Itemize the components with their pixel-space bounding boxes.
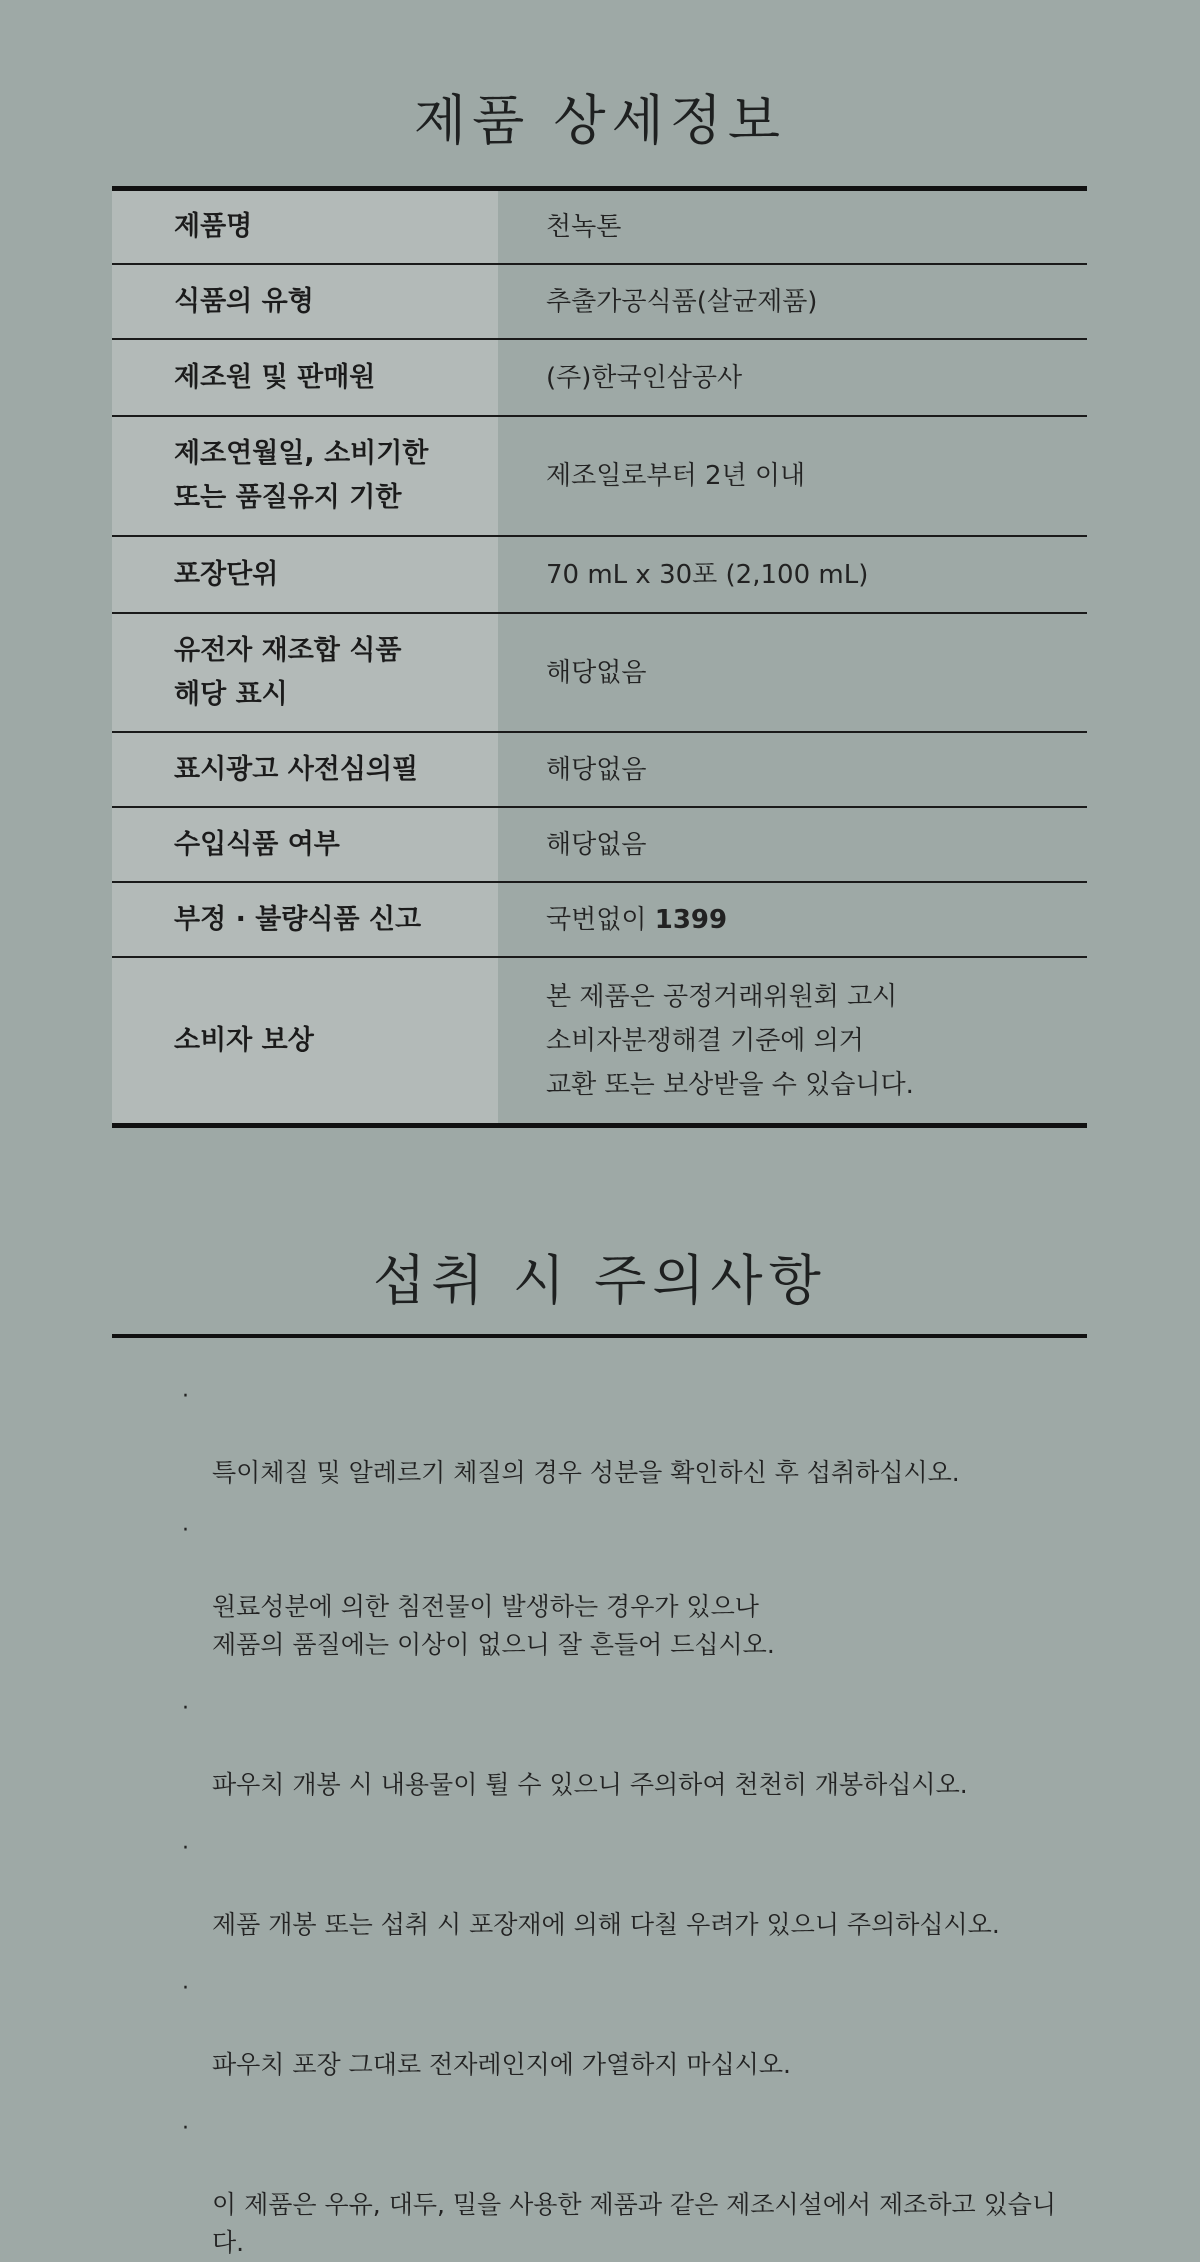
row-value: 해당없음 <box>546 754 647 785</box>
caution-text: 제품 개봉 또는 섭취 시 포장재에 의해 다칠 우려가 있으니 주의하십시오. <box>212 1910 1000 1939</box>
list-item <box>182 1830 1082 1944</box>
list-item <box>182 1512 1082 1664</box>
table-row <box>112 417 1087 537</box>
row-value: 천녹톤 <box>546 212 622 242</box>
bullet: · <box>182 1518 189 1543</box>
row-label: 수입식품 여부 <box>112 808 498 881</box>
list-item <box>182 1378 1082 1492</box>
caution-divider <box>112 1334 1087 1338</box>
table-row <box>112 191 1087 265</box>
table-row <box>112 614 1087 733</box>
table-row <box>112 733 1087 808</box>
row-value: 70 mL x 30포 (2,100 mL) <box>546 559 869 590</box>
table-row <box>112 340 1087 417</box>
table-row <box>112 808 1087 883</box>
row-value: 해당없음 <box>546 829 647 860</box>
table-row <box>112 883 1087 958</box>
row-label: 소비자 보상 <box>112 958 498 1123</box>
product-info-table <box>112 186 1087 1128</box>
bullet: · <box>182 1696 189 1721</box>
list-item <box>182 1970 1082 2084</box>
list-item <box>182 2110 1082 2262</box>
caution-text: 특이체질 및 알레르기 체질의 경우 성분을 확인하신 후 섭취하십시오. <box>212 1458 960 1487</box>
row-value: 해당없음 <box>546 657 647 688</box>
row-label: 제품명 <box>112 191 498 263</box>
row-label: 포장단위 <box>112 537 498 612</box>
caution-list <box>182 1378 1082 2262</box>
bullet: · <box>182 1976 189 2001</box>
row-value: 추출가공식품(살균제품) <box>546 286 818 317</box>
caution-text: 파우치 포장 그대로 전자레인지에 가열하지 마십시오. <box>212 2050 791 2079</box>
row-label: 유전자 재조합 식품 해당 표시 <box>112 614 498 731</box>
row-label: 부정 · 불량식품 신고 <box>112 883 498 956</box>
row-value: 제조일로부터 2년 이내 <box>546 461 806 491</box>
row-value <box>498 883 1087 956</box>
caution-text: 이 제품은 우유, 대두, 밀을 사용한 제품과 같은 제조시설에서 제조하고 있습니다. <box>212 2190 1057 2257</box>
caution-text: 파우치 개봉 시 내용물이 튈 수 있으니 주의하여 천천히 개봉하십시오. <box>212 1770 968 1799</box>
row-label: 제조연월일, 소비기한 또는 품질유지 기한 <box>112 417 498 535</box>
row-label: 표시광고 사전심의필 <box>112 733 498 806</box>
row-value: (주)한국인삼공사 <box>546 362 743 393</box>
product-detail-title: 제품 상세정보 <box>413 89 787 152</box>
table-row <box>112 958 1087 1123</box>
row-label: 식품의 유형 <box>112 265 498 338</box>
report-number: 1399 <box>654 904 728 935</box>
bullet: · <box>182 1836 189 1861</box>
bullet: · <box>182 1384 189 1409</box>
caution-text: 원료성분에 의한 침전물이 발생하는 경우가 있으나 제품의 품질에는 이상이 없으니 잘 흔들어 드십시오. <box>212 1592 775 1659</box>
row-label: 제조원 및 판매원 <box>112 340 498 415</box>
caution-title: 섭취 시 주의사항 <box>373 1249 827 1312</box>
bullet: · <box>182 2116 189 2141</box>
row-value: 본 제품은 공정거래위원회 고시 소비자분쟁해결 기준에 의거 교환 또는 보상받을 수 있습니다. <box>546 981 914 1100</box>
table-row <box>112 265 1087 340</box>
list-item <box>182 1690 1082 1804</box>
table-row <box>112 537 1087 614</box>
report-prefix: 국번없이 <box>546 904 647 935</box>
